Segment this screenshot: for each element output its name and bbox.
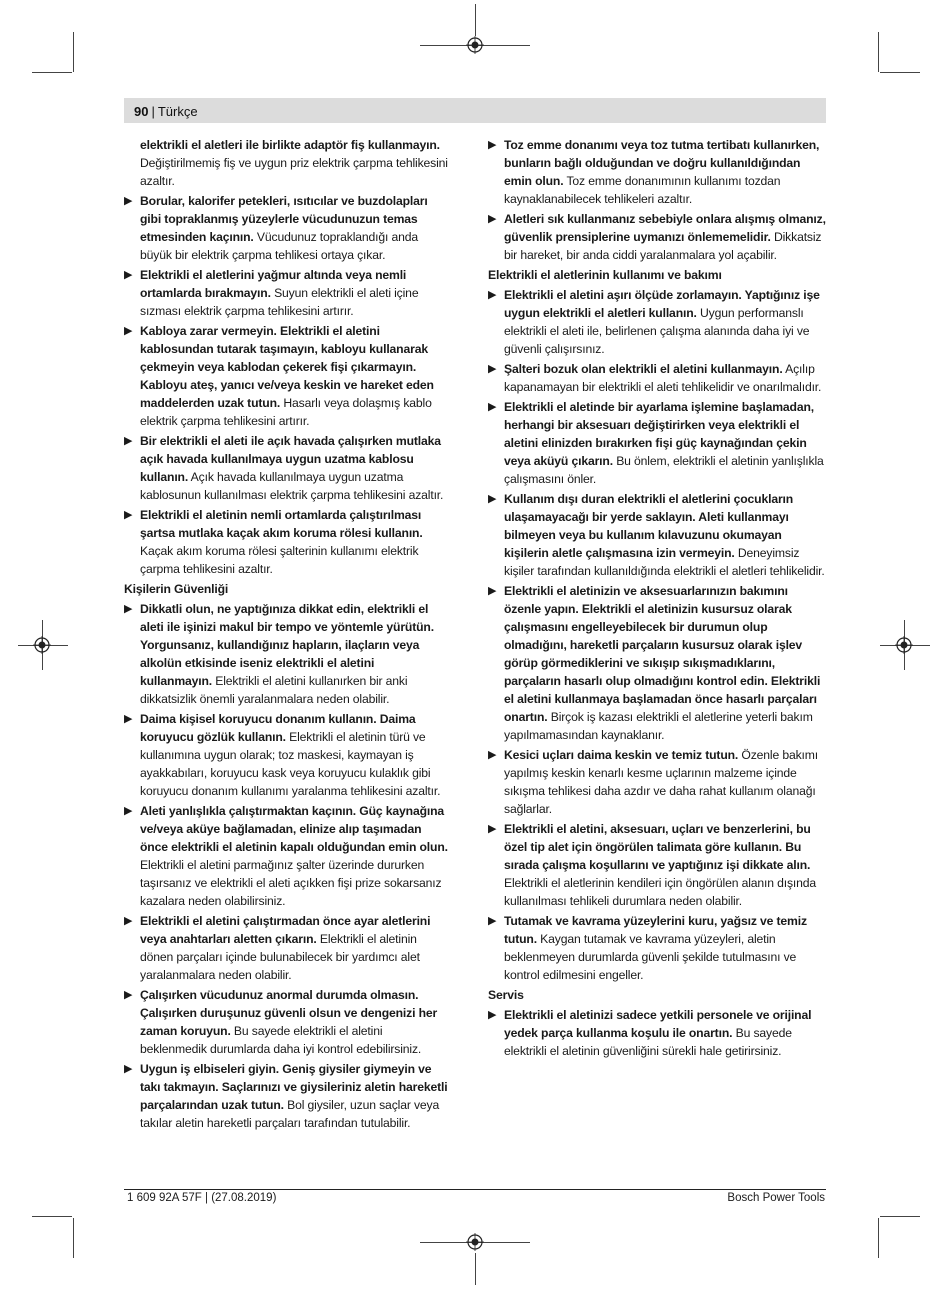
bullet-triangle-icon: ▶ [124,915,133,927]
instruction-bold-text: Aleti yanlışlıkla çalıştırmaktan kaçının. Güç kaynağına ve/veya aküye bağlamadan, elinize alıp taşımadan önce elektrikli el aletinin kapalı olduğundan emin olun. [140,804,448,854]
registration-mark-icon [466,36,484,54]
header-language: Türkçe [157,104,198,119]
instruction-text: Kaygan tutamak ve kavrama yüzeyleri, aletin beklenmeyen durumlarda güvenli şekilde tutulmasını ve kontrol edilmesini engeller. [504,932,797,982]
safety-instruction [488,490,826,580]
page-number: 90 [134,104,149,119]
bullet-triangle-icon: ▶ [124,989,133,1001]
instruction-text: Deneyimsiz kişiler tarafından kullanıldığında elektrikli el aletleri tehlikelidir. [504,546,825,578]
instruction-text: Elektrikli el aletini kullanırken bir anki dikkatsizlik önemli yaralanmalara neden olabilir. [140,674,408,706]
instruction-text: Hasarlı veya dolaşmış kablo elektrik çarpma tehlikesini artırır. [140,396,432,428]
instruction-text: Değiştirilmemiş fiş ve uygun priz elektrik çarpma tehlikesini azaltır. [140,156,448,188]
page-header [134,104,198,119]
instruction-bold-text: elektrikli el aletleri ile birlikte adaptör fiş kullanmayın. [140,138,440,152]
bullet-triangle-icon: ▶ [488,401,497,413]
bullet-triangle-icon: ▶ [488,213,497,225]
bullet-triangle-icon: ▶ [488,139,497,151]
instruction-bold-text: Elektrikli el aletinde bir ayarlama işlemine başlamadan, herhangi bir aksesuarı değiştirirken veya elektrikli el aletini elinizden bırakırken fişi güç kaynağından çekin veya aküyü çıkarın. [504,400,814,468]
instruction-bold-text: Aletleri sık kullanmanız sebebiyle onlara alışmış olmanız, güvenlik prensiplerine uymanızı önlememelidir. [504,212,826,244]
bullet-triangle-icon: ▶ [124,1063,133,1075]
instruction-text: Bol giysiler, uzun saçlar veya takılar aletin hareketli parçaları tarafından tutulabilir. [140,1098,440,1130]
instruction-text: Suyun elektrikli el aleti içine sızması elektrik çarpma tehlikesini artırır. [140,286,419,318]
instruction-text: Birçok iş kazası elektrikli el aletlerine yeterli bakım yapılmamasından kaynaklanır. [504,710,813,742]
instruction-bold-text: Çalışırken vücudunuz anormal durumda olmasın. Çalışırken duruşunuz güvenli olsun ve dengenizi her zaman koruyun. [140,988,438,1038]
safety-instruction [124,136,448,190]
footer-rule [124,1189,826,1190]
crop-mark [475,1253,476,1285]
safety-instruction [488,398,826,488]
bullet-triangle-icon: ▶ [124,195,133,207]
instruction-bold-text: Elektrikli el aletini aşırı ölçüde zorlamayın. Yaptığınız işe uygun elektrikli el aletleri kullanın. [504,288,820,320]
safety-instruction [124,600,448,708]
instruction-bold-text: Elektrikli el aletini, aksesuarı, uçları ve benzerlerini, bu özel tip alet için öngörülen talimata göre kullanın. Bu sırada çalışma koşullarını ve yaptığınız işi dikkate alın. [504,822,811,872]
safety-instruction [488,136,826,208]
instruction-bold-text: Elektrikli el aletlerini yağmur altında veya nemli ortamlarda bırakmayın. [140,268,407,300]
bullet-triangle-icon: ▶ [124,805,133,817]
safety-instruction [488,746,826,818]
instruction-bold-text: Kullanım dışı duran elektrikli el aletlerini çocukların ulaşamayacağı bir yerde saklayın. Aleti kullanmayı bilmeyen veya bu kullanım kılavuzunu okumayan kişilerin aletle çalışmasına izin vermeyin. [504,492,794,560]
registration-mark-icon [895,636,913,654]
safety-instruction [124,432,448,504]
instruction-text: Vücudunuz topraklandığı anda büyük bir elektrik çarpma tehlikesi ortaya çıkar. [140,230,419,262]
bullet-triangle-icon: ▶ [488,915,497,927]
footer-doc-code: 1 609 92A 57F | (27.08.2019) [127,1192,277,1204]
crop-mark [32,1216,72,1217]
instruction-bold-text: Borular, kalorifer petekleri, ısıtıcılar ve buzdolapları gibi topraklanmış yüzeylerle vücudunuzun temas etmesinden kaçının. [140,194,428,244]
instruction-bold-text: Elektrikli el aletinizi sadece yetkili personele ve orijinal yedek parça kullanma koşulu ile onartın. [504,1008,812,1040]
bullet-triangle-icon: ▶ [488,585,497,597]
safety-instruction [488,286,826,358]
safety-instruction [488,582,826,744]
bullet-triangle-icon: ▶ [488,749,497,761]
instruction-bold-text: Elektrikli el aletini çalıştırmadan önce ayar aletlerini veya anahtarları aletten çıkarın. [140,914,431,946]
instruction-text: Bu sayede elektrikli el aletinin güvenliğini sürekli hale getirirsiniz. [504,1026,792,1058]
crop-mark [475,4,476,36]
instruction-text: Elektrikli el aletinin dönen parçaları içinde bulunabilecek bir yardımcı alet yaralanmalara neden olabilir. [140,932,420,982]
instruction-text: Bu önlem, elektrikli el aletinin yanlışlıkla çalışmasını önler. [504,454,824,486]
instruction-text: Kaçak akım koruma rölesi şalterinin kullanımı elektrik çarpma tehlikesini azaltır. [140,544,419,576]
safety-instruction [124,266,448,320]
section-heading: Kişilerin Güvenliği [124,582,229,596]
header-separator: | [151,104,155,119]
instruction-text: Elektrikli el aletini parmağınız şalter üzerinde dururken taşırsanız ve elektrikli el aleti açıkken fişi prize sokarsanız kazalara neden olabilirsiniz. [140,858,442,908]
instruction-bold-text: Bir elektrikli el aleti ile açık havada çalışırken mutlaka açık havada kullanılmaya uygun uzatma kablosu kullanın. [140,434,441,484]
bullet-triangle-icon: ▶ [488,1009,497,1021]
safety-instruction [124,322,448,430]
instruction-bold-text: Daima kişisel koruyucu donanım kullanın. Daima koruyucu gözlük kullanın. [140,712,416,744]
safety-instruction [124,1060,448,1132]
page-header-bar [124,98,826,123]
registration-mark-icon [33,636,51,654]
instruction-bold-text: Kesici uçları daima keskin ve temiz tutun. [504,748,739,762]
instruction-text: Dikkatsiz bir hareket, bir anda ciddi yaralanmalara yol açabilir. [504,230,822,262]
instruction-text: Açık havada kullanılmaya uygun uzatma kablosunun kullanılması elektrik çarpma tehlikesini azaltır. [140,470,444,502]
crop-mark [878,32,879,72]
registration-mark-icon [466,1233,484,1251]
bullet-triangle-icon: ▶ [124,713,133,725]
instruction-text: Elektrikli el aletlerinin kendileri için öngörülen alanın dışında kullanılması tehlikeli durumlara neden olabilir. [504,876,817,908]
instruction-text: Elektrikli el aletinin türü ve kullanımına uygun olarak; toz maskesi, kaymayan iş ayakkabıları, koruyucu kask veya koruyucu kulaklık gibi koruyucu donanım kullanımı yaralanma tehlikesini azaltır. [140,730,441,798]
instruction-bold-text: Elektrikli el aletinizin ve aksesuarlarınızın bakımını özenle yapın. Elektrikli el aletinizin kusursuz olarak çalışmasını engelleyebilecek bir durumun olup olmadığını, hareketli parçaların kusursuz olarak işlev görüp görmediklerini ve sıkışıp sıkışmadıklarını, parçaların hasarlı olup olmadığını kontrol edin. Elektrikli el aletini kullanmaya başlamadan önce hasarlı parçaları onartın. [504,584,821,724]
instruction-text: Açılıp kapanamayan bir elektrikli el aleti tehlikelidir ve onarılmalıdır. [504,362,822,394]
bullet-triangle-icon: ▶ [488,493,497,505]
safety-instruction [124,912,448,984]
instruction-bold-text: Dikkatli olun, ne yaptığınıza dikkat edin, elektrikli el aleti ile işinizi makul bir tempo ve yöntemle yürütün. Yorgunsanız, kullandığınız hapların, ilaçların veya alkolün etkisinde iseniz elektrikli el aletini kullanmayın. [140,602,434,688]
crop-mark [880,1216,920,1217]
instruction-bold-text: Tutamak ve kavrama yüzeylerini kuru, yağsız ve temiz tutun. [504,914,807,946]
crop-mark [73,32,74,72]
right-column [488,136,826,1062]
instruction-bold-text: Toz emme donanımı veya toz tutma tertibatı kullanırken, bunların bağlı olduğundan ve doğru kullanıldığından emin olun. [504,138,820,188]
bullet-triangle-icon: ▶ [124,435,133,447]
crop-mark [880,72,920,73]
instruction-bold-text: Şalteri bozuk olan elektrikli el aletini kullanmayın. [504,362,783,376]
crop-mark [73,1218,74,1258]
safety-instruction [124,986,448,1058]
safety-instruction [124,506,448,578]
section-heading: Elektrikli el aletlerinin kullanımı ve bakımı [488,268,722,282]
safety-instruction [488,360,826,396]
bullet-triangle-icon: ▶ [488,363,497,375]
footer-brand: Bosch Power Tools [727,1192,825,1204]
instruction-text: Bu sayede elektrikli el aletini beklenmedik durumlarda daha iyi kontrol edebilirsiniz. [140,1024,422,1056]
instruction-bold-text: Kabloya zarar vermeyin. Elektrikli el aletini kablosundan tutarak taşımayın, kabloyu kullanarak çekmeyin veya kablodan çekerek fişi çıkarmayın. Kabloyu ateş, yanıcı ve/veya keskin ve hareket eden maddelerden uzak tutun. [140,324,434,410]
bullet-triangle-icon: ▶ [124,269,133,281]
instruction-text: Toz emme donanımının kullanımı tozdan kaynaklanabilecek tehlikeleri azaltır. [504,174,781,206]
safety-instruction [124,192,448,264]
safety-instruction [488,210,826,264]
section-heading: Servis [488,988,524,1002]
safety-instruction [488,912,826,984]
crop-mark [32,72,72,73]
crop-mark [878,1218,879,1258]
bullet-triangle-icon: ▶ [124,509,133,521]
left-column [124,136,448,1134]
safety-instruction [488,1006,826,1060]
bullet-triangle-icon: ▶ [124,325,133,337]
instruction-text: Özenle bakımı yapılmış keskin kenarlı kesme uçlarının malzeme içinde sıkışma tehlikesi daha azdır ve daha rahat kullanım olanağı sağlarlar. [504,748,819,816]
instruction-bold-text: Elektrikli el aletinin nemli ortamlarda çalıştırılması şartsa mutlaka kaçak akım koruma rölesi kullanın. [140,508,423,540]
instruction-text: Uygun performanslı elektrikli el aleti ile, belirlenen çalışma alanında daha iyi ve güvenli çalışırsınız. [504,306,810,356]
safety-instruction [124,802,448,910]
bullet-triangle-icon: ▶ [488,823,497,835]
safety-instruction [124,710,448,800]
instruction-bold-text: Uygun iş elbiseleri giyin. Geniş giysiler giymeyin ve takı takmayın. Saçlarınızı ve giysileriniz aletin hareketli parçalarından uzak tutun. [140,1062,448,1112]
bullet-triangle-icon: ▶ [488,289,497,301]
bullet-triangle-icon: ▶ [124,603,133,615]
safety-instruction [488,820,826,910]
